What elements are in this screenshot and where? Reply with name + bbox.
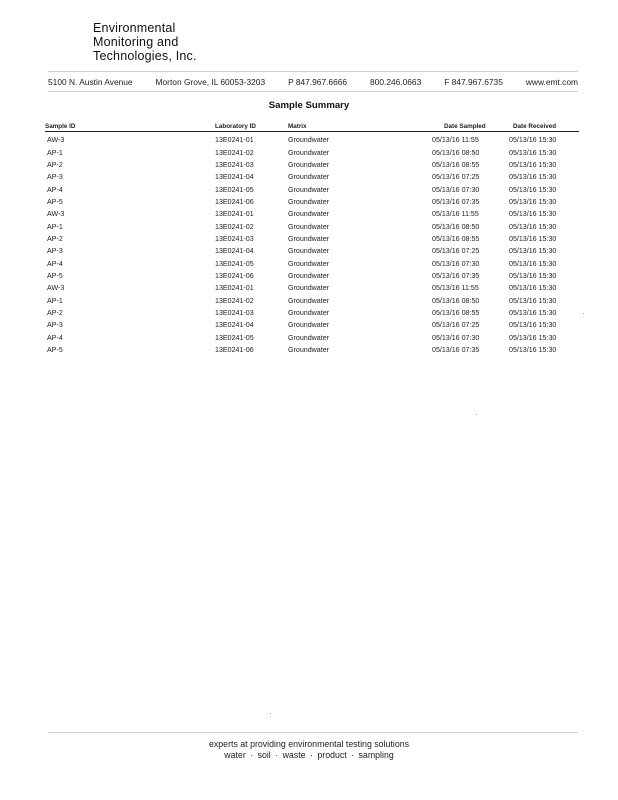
- contact-line: [48, 77, 578, 87]
- cell-laboratory-id: 13E0241-01: [215, 210, 254, 219]
- cell-laboratory-id: 13E0241-04: [215, 173, 254, 182]
- cell-date-sampled: 05/13/16 08:55: [432, 160, 480, 169]
- cell-date-received: 05/13/16 15:30: [509, 173, 557, 182]
- cell-laboratory-id: 13E0241-05: [215, 185, 254, 194]
- cell-date-sampled: 05/13/16 07:35: [432, 346, 480, 355]
- cell-sample-id: AP-1: [47, 222, 63, 231]
- cell-date-sampled: 05/13/16 07:30: [432, 259, 480, 268]
- cell-date-received: 05/13/16 15:30: [509, 247, 557, 256]
- cell-date-sampled: 05/13/16 07:30: [432, 333, 480, 342]
- cell-date-received: 05/13/16 15:30: [509, 197, 557, 206]
- cell-matrix: Groundwater: [288, 296, 330, 305]
- table-row: [45, 270, 579, 282]
- cell-matrix: Groundwater: [288, 308, 330, 317]
- cell-date-received: 05/13/16 15:30: [509, 234, 557, 243]
- table-row: [45, 220, 579, 232]
- table-row: [45, 294, 579, 306]
- table-row: [45, 146, 579, 158]
- cell-date-sampled: 05/13/16 07:25: [432, 247, 480, 256]
- header-sample-id: Sample ID: [45, 122, 215, 132]
- cell-sample-id: AP-1: [47, 148, 63, 157]
- cell-matrix: Groundwater: [288, 321, 330, 330]
- cell-laboratory-id: 13E0241-04: [215, 321, 254, 330]
- sample-summary-table: [45, 122, 579, 356]
- cell-laboratory-id: 13E0241-02: [215, 222, 254, 231]
- header-divider-bottom: [48, 91, 578, 92]
- cell-date-received: 05/13/16 15:30: [509, 308, 557, 317]
- table-row: [45, 307, 579, 319]
- cell-date-received: 05/13/16 15:30: [509, 222, 557, 231]
- cell-matrix: Groundwater: [288, 197, 330, 206]
- cell-sample-id: AW-3: [47, 210, 65, 219]
- cell-date-received: 05/13/16 15:30: [509, 259, 557, 268]
- cell-matrix: Groundwater: [288, 247, 330, 256]
- table-row: [45, 282, 579, 294]
- cell-matrix: Groundwater: [288, 210, 330, 219]
- cell-laboratory-id: 13E0241-02: [215, 296, 254, 305]
- cell-date-sampled: 05/13/16 11:55: [432, 284, 479, 293]
- cell-date-received: 05/13/16 15:30: [509, 333, 557, 342]
- cell-laboratory-id: 13E0241-02: [215, 148, 254, 157]
- cell-sample-id: AP-5: [47, 346, 63, 355]
- footer-divider: [48, 732, 578, 733]
- phone-number: P 847.967.6666: [288, 77, 348, 87]
- footer-tagline: experts at providing environmental testing solutions: [209, 739, 409, 749]
- header-matrix: Matrix: [288, 122, 432, 132]
- cell-sample-id: AP-4: [47, 185, 63, 194]
- table-row: [45, 344, 579, 356]
- table-row: [45, 208, 579, 220]
- cell-date-sampled: 05/13/16 08:50: [432, 222, 480, 231]
- street-address: 5100 N. Austin Avenue: [48, 77, 133, 87]
- cell-matrix: Groundwater: [288, 333, 330, 342]
- cell-date-received: 05/13/16 15:30: [509, 136, 557, 145]
- company-name-line-2: Monitoring and: [93, 35, 179, 49]
- scan-speck: [583, 313, 584, 314]
- cell-matrix: Groundwater: [288, 259, 330, 268]
- cell-sample-id: AP-5: [47, 197, 63, 206]
- scan-speck: [270, 713, 271, 714]
- header-date-received: Date Received: [509, 122, 579, 132]
- scan-speck: [476, 414, 477, 415]
- cell-matrix: Groundwater: [288, 185, 330, 194]
- cell-matrix: Groundwater: [288, 136, 330, 145]
- cell-date-received: 05/13/16 15:30: [509, 210, 557, 219]
- cell-sample-id: AP-1: [47, 296, 63, 305]
- cell-laboratory-id: 13E0241-06: [215, 197, 254, 206]
- table-row: [45, 332, 579, 344]
- cell-sample-id: AP-3: [47, 247, 63, 256]
- table-header-row: [45, 122, 579, 132]
- cell-date-sampled: 05/13/16 08:55: [432, 234, 480, 243]
- cell-date-received: 05/13/16 15:30: [509, 296, 557, 305]
- table-row: [45, 245, 579, 257]
- table-row: [45, 159, 579, 171]
- cell-date-received: 05/13/16 15:30: [509, 148, 557, 157]
- cell-date-received: 05/13/16 15:30: [509, 321, 557, 330]
- header-divider-top: [48, 71, 578, 72]
- cell-date-sampled: 05/13/16 11:55: [432, 136, 479, 145]
- cell-date-received: 05/13/16 15:30: [509, 271, 557, 280]
- footer-sectors: water · soil · waste · product · sampling: [224, 750, 394, 760]
- company-name: [93, 21, 197, 63]
- cell-sample-id: AP-5: [47, 271, 63, 280]
- cell-date-sampled: 05/13/16 07:35: [432, 271, 480, 280]
- cell-sample-id: AP-4: [47, 259, 63, 268]
- cell-laboratory-id: 13E0241-05: [215, 259, 254, 268]
- table-row: [45, 171, 579, 183]
- cell-sample-id: AP-2: [47, 308, 63, 317]
- cell-matrix: Groundwater: [288, 271, 330, 280]
- city-state-zip: Morton Grove, IL 60053-3203: [155, 77, 266, 87]
- cell-date-sampled: 05/13/16 07:25: [432, 173, 480, 182]
- cell-laboratory-id: 13E0241-01: [215, 136, 254, 145]
- cell-date-sampled: 05/13/16 08:50: [432, 296, 480, 305]
- cell-date-received: 05/13/16 15:30: [509, 160, 557, 169]
- cell-matrix: Groundwater: [288, 346, 330, 355]
- cell-sample-id: AP-3: [47, 173, 63, 182]
- cell-date-sampled: 05/13/16 07:25: [432, 321, 480, 330]
- table-row: [45, 183, 579, 195]
- cell-date-sampled: 05/13/16 07:35: [432, 197, 480, 206]
- cell-laboratory-id: 13E0241-06: [215, 271, 254, 280]
- website: www.emt.com: [525, 77, 578, 87]
- page-title: Sample Summary: [268, 100, 350, 111]
- cell-date-sampled: 05/13/16 08:55: [432, 308, 480, 317]
- cell-sample-id: AP-2: [47, 160, 63, 169]
- cell-date-sampled: 05/13/16 07:30: [432, 185, 480, 194]
- cell-matrix: Groundwater: [288, 222, 330, 231]
- cell-laboratory-id: 13E0241-01: [215, 284, 254, 293]
- cell-matrix: Groundwater: [288, 148, 330, 157]
- cell-sample-id: AW-3: [47, 136, 65, 145]
- fax-number: F 847.967.6735: [444, 77, 503, 87]
- cell-sample-id: AP-4: [47, 333, 63, 342]
- header-date-sampled: Date Sampled: [432, 122, 509, 132]
- cell-matrix: Groundwater: [288, 284, 330, 293]
- cell-laboratory-id: 13E0241-03: [215, 308, 254, 317]
- cell-matrix: Groundwater: [288, 234, 330, 243]
- cell-date-received: 05/13/16 15:30: [509, 346, 557, 355]
- cell-date-sampled: 05/13/16 08:50: [432, 148, 480, 157]
- company-name-line-3: Technologies, Inc.: [93, 49, 197, 63]
- header-laboratory-id: Laboratory ID: [215, 122, 288, 132]
- cell-matrix: Groundwater: [288, 160, 330, 169]
- cell-date-received: 05/13/16 15:30: [509, 185, 557, 194]
- cell-sample-id: AP-3: [47, 321, 63, 330]
- cell-date-received: 05/13/16 15:30: [509, 284, 557, 293]
- cell-sample-id: AW-3: [47, 284, 65, 293]
- toll-free-number: 800.246.0663: [370, 77, 422, 87]
- cell-laboratory-id: 13E0241-03: [215, 160, 254, 169]
- table-row: [45, 257, 579, 269]
- company-name-line-1: Environmental: [93, 21, 176, 35]
- cell-laboratory-id: 13E0241-06: [215, 346, 254, 355]
- cell-date-sampled: 05/13/16 11:55: [432, 210, 479, 219]
- cell-matrix: Groundwater: [288, 173, 330, 182]
- cell-laboratory-id: 13E0241-04: [215, 247, 254, 256]
- cell-sample-id: AP-2: [47, 234, 63, 243]
- table-row: [45, 233, 579, 245]
- table-row: [45, 319, 579, 331]
- cell-laboratory-id: 13E0241-03: [215, 234, 254, 243]
- table-row: [45, 132, 579, 147]
- table-row: [45, 196, 579, 208]
- cell-laboratory-id: 13E0241-05: [215, 333, 254, 342]
